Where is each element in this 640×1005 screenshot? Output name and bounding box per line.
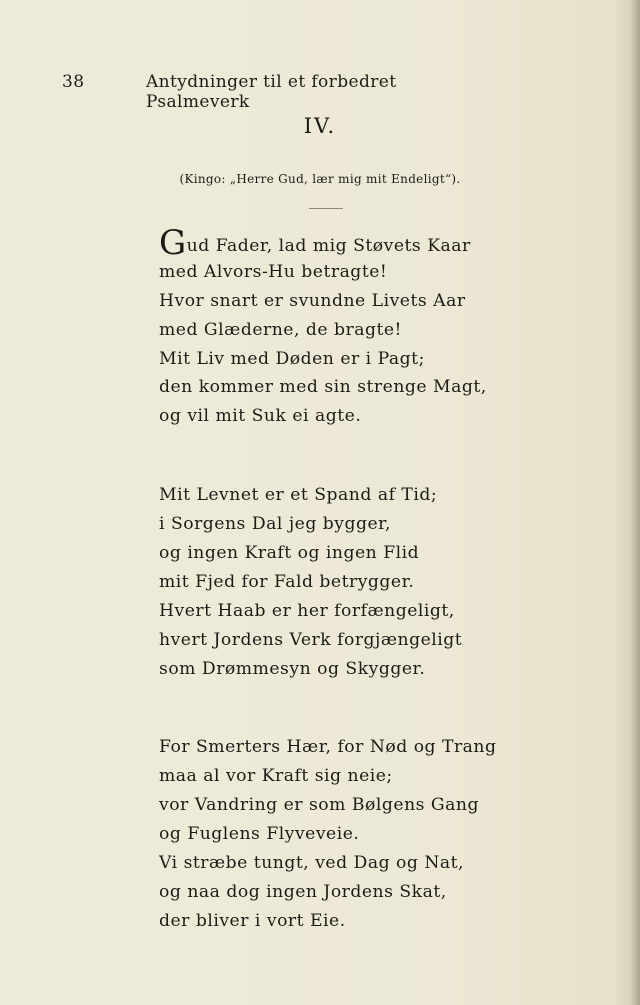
poem-line: i Sorgens Dal jeg bygger, bbox=[159, 514, 391, 535]
page-edge-shadow bbox=[630, 0, 640, 1005]
divider-rule bbox=[309, 208, 343, 209]
poem-line: Hvert Haab er her forfængeligt, bbox=[159, 600, 455, 621]
poem-line-text: ud Fader, lad mig Støvets Kaar bbox=[186, 236, 471, 256]
poem-line: hvert Jordens Verk forgjængeligt bbox=[159, 629, 463, 650]
poem-line: som Drømmesyn og Skygger. bbox=[159, 658, 426, 679]
stanza-2 bbox=[159, 481, 539, 683]
page-number: 38 bbox=[62, 72, 85, 92]
poem-line: og vil mit Suk ei agte. bbox=[159, 406, 362, 427]
poem-line: For Smerters Hær, for Nød og Trang bbox=[159, 737, 497, 758]
poem-line: maa al vor Kraft sig neie; bbox=[159, 766, 393, 787]
stanza-3 bbox=[159, 733, 539, 935]
running-title: Antydninger til et forbedret Psalmeverk bbox=[146, 72, 397, 112]
stanza-1 bbox=[159, 223, 539, 431]
poem-line: Mit Liv med Døden er i Pagt; bbox=[159, 348, 425, 369]
poem-line: Hvor snart er svundne Livets Aar bbox=[159, 290, 466, 311]
poem-line: vor Vandring er som Bølgens Gang bbox=[159, 795, 479, 816]
poem-line: med Glæderne, de bragte! bbox=[159, 319, 402, 340]
poem bbox=[159, 223, 539, 986]
running-header bbox=[62, 72, 492, 112]
drop-cap: G bbox=[159, 223, 187, 263]
poem-line: der bliver i vort Eie. bbox=[159, 910, 346, 931]
poem-line: og naa dog ingen Jordens Skat, bbox=[159, 881, 447, 902]
poem-line: med Alvors-Hu betragte! bbox=[159, 261, 388, 282]
poem-line: den kommer med sin strenge Magt, bbox=[159, 377, 487, 398]
poem-line: Vi stræbe tungt, ved Dag og Nat, bbox=[159, 853, 464, 874]
poem-line: Mit Levnet er et Spand af Tid; bbox=[159, 485, 438, 506]
poem-line: og Fuglens Flyveveie. bbox=[159, 824, 360, 845]
poem-line: og ingen Kraft og ingen Flid bbox=[159, 543, 420, 564]
section-title: IV. bbox=[303, 114, 337, 138]
poem-line: mit Fjed for Fald betrygger. bbox=[159, 571, 415, 592]
poem-line bbox=[159, 223, 539, 263]
section-subtitle: (Kingo: „Herre Gud, lær mig mit Endeligt“). bbox=[179, 172, 461, 186]
